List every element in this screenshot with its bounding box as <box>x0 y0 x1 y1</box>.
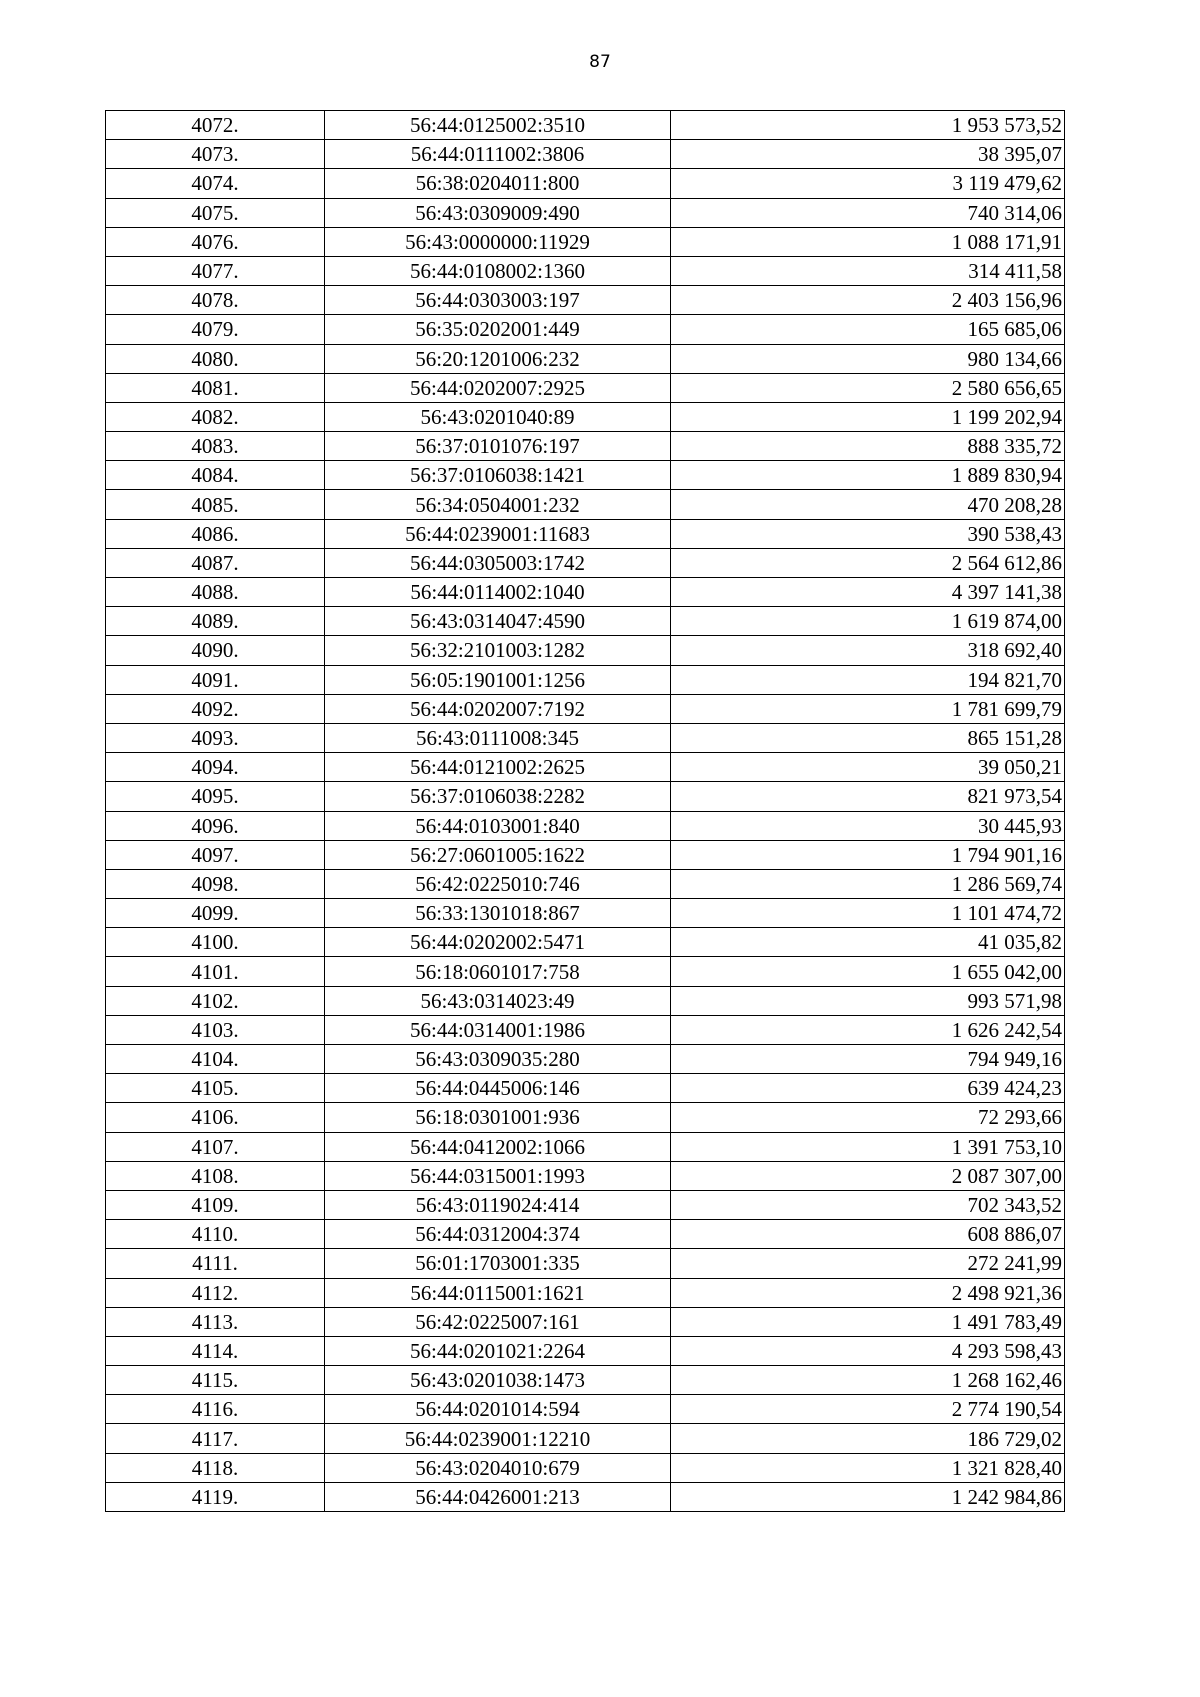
cadastral-number-cell: 56:32:2101003:1282 <box>325 636 671 665</box>
cadastral-value-cell: 1 953 573,52 <box>671 111 1065 140</box>
cadastral-value-cell: 2 087 307,00 <box>671 1161 1065 1190</box>
table-row <box>106 1190 1065 1219</box>
table-row <box>106 1366 1065 1395</box>
row-number-cell: 4094. <box>106 753 325 782</box>
cadastral-number-cell: 56:43:0204010:679 <box>325 1453 671 1482</box>
table-row <box>106 548 1065 577</box>
table-row <box>106 986 1065 1015</box>
cadastral-value-cell: 2 498 921,36 <box>671 1278 1065 1307</box>
cadastral-value-cell: 1 286 569,74 <box>671 869 1065 898</box>
cadastral-value-cell: 702 343,52 <box>671 1190 1065 1219</box>
cadastral-value-cell: 390 538,43 <box>671 519 1065 548</box>
cadastral-number-cell: 56:18:0601017:758 <box>325 957 671 986</box>
table-row <box>106 840 1065 869</box>
cadastral-value-cell: 1 794 901,16 <box>671 840 1065 869</box>
cadastral-number-cell: 56:34:0504001:232 <box>325 490 671 519</box>
cadastral-value-cell: 1 391 753,10 <box>671 1132 1065 1161</box>
page-number: 87 <box>589 52 611 72</box>
row-number-cell: 4090. <box>106 636 325 665</box>
cadastral-number-cell: 56:43:0000000:11929 <box>325 227 671 256</box>
row-number-cell: 4119. <box>106 1482 325 1511</box>
cadastral-number-cell: 56:44:0312004:374 <box>325 1220 671 1249</box>
table-row <box>106 519 1065 548</box>
row-number-cell: 4093. <box>106 723 325 752</box>
table-row <box>106 1161 1065 1190</box>
table-row <box>106 694 1065 723</box>
row-number-cell: 4106. <box>106 1103 325 1132</box>
cadastral-value-cell: 2 580 656,65 <box>671 373 1065 402</box>
row-number-cell: 4098. <box>106 869 325 898</box>
cadastral-number-cell: 56:43:0119024:414 <box>325 1190 671 1219</box>
cadastral-value-cell: 30 445,93 <box>671 811 1065 840</box>
row-number-cell: 4113. <box>106 1307 325 1336</box>
table-row <box>106 1453 1065 1482</box>
cadastral-number-cell: 56:37:0106038:2282 <box>325 782 671 811</box>
table-row <box>106 1045 1065 1074</box>
row-number-cell: 4110. <box>106 1220 325 1249</box>
cadastral-value-cell: 1 199 202,94 <box>671 402 1065 431</box>
row-number-cell: 4105. <box>106 1074 325 1103</box>
cadastral-value-cell: 2 774 190,54 <box>671 1395 1065 1424</box>
table-row <box>106 461 1065 490</box>
cadastral-number-cell: 56:44:0303003:197 <box>325 286 671 315</box>
cadastral-number-cell: 56:44:0108002:1360 <box>325 256 671 285</box>
cadastral-number-cell: 56:44:0103001:840 <box>325 811 671 840</box>
cadastral-value-cell: 72 293,66 <box>671 1103 1065 1132</box>
row-number-cell: 4099. <box>106 899 325 928</box>
table-row <box>106 198 1065 227</box>
row-number-cell: 4073. <box>106 140 325 169</box>
cadastral-number-cell: 56:44:0315001:1993 <box>325 1161 671 1190</box>
cadastral-value-cell: 4 293 598,43 <box>671 1336 1065 1365</box>
cadastral-value-cell: 272 241,99 <box>671 1249 1065 1278</box>
cadastral-number-cell: 56:44:0412002:1066 <box>325 1132 671 1161</box>
cadastral-number-cell: 56:43:0309035:280 <box>325 1045 671 1074</box>
row-number-cell: 4076. <box>106 227 325 256</box>
row-number-cell: 4116. <box>106 1395 325 1424</box>
cadastral-number-cell: 56:05:1901001:1256 <box>325 665 671 694</box>
cadastral-number-cell: 56:44:0239001:12210 <box>325 1424 671 1453</box>
cadastral-value-cell: 980 134,66 <box>671 344 1065 373</box>
cadastral-number-cell: 56:44:0201021:2264 <box>325 1336 671 1365</box>
cadastral-number-cell: 56:27:0601005:1622 <box>325 840 671 869</box>
row-number-cell: 4096. <box>106 811 325 840</box>
row-number-cell: 4077. <box>106 256 325 285</box>
table-row <box>106 286 1065 315</box>
table-row <box>106 869 1065 898</box>
cadastral-value-cell: 1 242 984,86 <box>671 1482 1065 1511</box>
row-number-cell: 4117. <box>106 1424 325 1453</box>
row-number-cell: 4086. <box>106 519 325 548</box>
cadastral-number-cell: 56:44:0239001:11683 <box>325 519 671 548</box>
row-number-cell: 4085. <box>106 490 325 519</box>
cadastral-value-cell: 1 655 042,00 <box>671 957 1065 986</box>
row-number-cell: 4100. <box>106 928 325 957</box>
table-row <box>106 665 1065 694</box>
cadastral-value-cell: 3 119 479,62 <box>671 169 1065 198</box>
row-number-cell: 4084. <box>106 461 325 490</box>
row-number-cell: 4079. <box>106 315 325 344</box>
table-body <box>106 111 1065 1512</box>
cadastral-value-table <box>105 110 1065 1512</box>
cadastral-number-cell: 56:37:0106038:1421 <box>325 461 671 490</box>
table-row <box>106 1015 1065 1044</box>
table-row <box>106 782 1065 811</box>
cadastral-value-cell: 318 692,40 <box>671 636 1065 665</box>
cadastral-number-cell: 56:44:0445006:146 <box>325 1074 671 1103</box>
cadastral-value-cell: 1 321 828,40 <box>671 1453 1065 1482</box>
row-number-cell: 4115. <box>106 1366 325 1395</box>
table-row <box>106 753 1065 782</box>
table-row <box>106 1395 1065 1424</box>
table-row <box>106 227 1065 256</box>
cadastral-number-cell: 56:44:0202007:2925 <box>325 373 671 402</box>
row-number-cell: 4074. <box>106 169 325 198</box>
table-row <box>106 957 1065 986</box>
cadastral-number-cell: 56:44:0125002:3510 <box>325 111 671 140</box>
table-row <box>106 928 1065 957</box>
cadastral-value-cell: 740 314,06 <box>671 198 1065 227</box>
cadastral-value-cell: 1 088 171,91 <box>671 227 1065 256</box>
cadastral-number-cell: 56:44:0202002:5471 <box>325 928 671 957</box>
table-row <box>106 607 1065 636</box>
cadastral-number-cell: 56:43:0309009:490 <box>325 198 671 227</box>
cadastral-number-cell: 56:43:0111008:345 <box>325 723 671 752</box>
cadastral-value-cell: 888 335,72 <box>671 432 1065 461</box>
cadastral-number-cell: 56:44:0115001:1621 <box>325 1278 671 1307</box>
table-row <box>106 1249 1065 1278</box>
table-row <box>106 1424 1065 1453</box>
cadastral-number-cell: 56:01:1703001:335 <box>325 1249 671 1278</box>
row-number-cell: 4108. <box>106 1161 325 1190</box>
cadastral-number-cell: 56:44:0305003:1742 <box>325 548 671 577</box>
row-number-cell: 4080. <box>106 344 325 373</box>
cadastral-value-cell: 314 411,58 <box>671 256 1065 285</box>
cadastral-number-cell: 56:44:0202007:7192 <box>325 694 671 723</box>
row-number-cell: 4101. <box>106 957 325 986</box>
cadastral-number-cell: 56:44:0201014:594 <box>325 1395 671 1424</box>
table-row <box>106 490 1065 519</box>
cadastral-value-cell: 608 886,07 <box>671 1220 1065 1249</box>
table-row <box>106 402 1065 431</box>
cadastral-number-cell: 56:18:0301001:936 <box>325 1103 671 1132</box>
row-number-cell: 4089. <box>106 607 325 636</box>
table-row <box>106 111 1065 140</box>
row-number-cell: 4114. <box>106 1336 325 1365</box>
cadastral-number-cell: 56:44:0314001:1986 <box>325 1015 671 1044</box>
table-row <box>106 636 1065 665</box>
cadastral-value-cell: 1 781 699,79 <box>671 694 1065 723</box>
table-row <box>106 1278 1065 1307</box>
table-row <box>106 1103 1065 1132</box>
cadastral-number-cell: 56:42:0225007:161 <box>325 1307 671 1336</box>
cadastral-value-cell: 1 889 830,94 <box>671 461 1065 490</box>
cadastral-value-cell: 2 403 156,96 <box>671 286 1065 315</box>
row-number-cell: 4083. <box>106 432 325 461</box>
row-number-cell: 4092. <box>106 694 325 723</box>
cadastral-value-cell: 4 397 141,38 <box>671 578 1065 607</box>
row-number-cell: 4102. <box>106 986 325 1015</box>
cadastral-number-cell: 56:43:0201040:89 <box>325 402 671 431</box>
cadastral-value-cell: 1 626 242,54 <box>671 1015 1065 1044</box>
row-number-cell: 4109. <box>106 1190 325 1219</box>
table-row <box>106 140 1065 169</box>
cadastral-value-cell: 39 050,21 <box>671 753 1065 782</box>
row-number-cell: 4078. <box>106 286 325 315</box>
row-number-cell: 4104. <box>106 1045 325 1074</box>
table-row <box>106 1220 1065 1249</box>
row-number-cell: 4088. <box>106 578 325 607</box>
cadastral-number-cell: 56:38:0204011:800 <box>325 169 671 198</box>
table-row <box>106 1482 1065 1511</box>
row-number-cell: 4095. <box>106 782 325 811</box>
cadastral-value-cell: 865 151,28 <box>671 723 1065 752</box>
table-row <box>106 344 1065 373</box>
cadastral-value-cell: 186 729,02 <box>671 1424 1065 1453</box>
row-number-cell: 4118. <box>106 1453 325 1482</box>
cadastral-number-cell: 56:20:1201006:232 <box>325 344 671 373</box>
row-number-cell: 4075. <box>106 198 325 227</box>
table-row <box>106 169 1065 198</box>
cadastral-number-cell: 56:44:0114002:1040 <box>325 578 671 607</box>
table-row <box>106 256 1065 285</box>
cadastral-value-cell: 1 101 474,72 <box>671 899 1065 928</box>
cadastral-value-cell: 194 821,70 <box>671 665 1065 694</box>
cadastral-number-cell: 56:43:0314047:4590 <box>325 607 671 636</box>
cadastral-value-cell: 1 268 162,46 <box>671 1366 1065 1395</box>
table-row <box>106 578 1065 607</box>
cadastral-number-cell: 56:44:0121002:2625 <box>325 753 671 782</box>
table-row <box>106 811 1065 840</box>
table-row <box>106 1074 1065 1103</box>
row-number-cell: 4112. <box>106 1278 325 1307</box>
table-row <box>106 899 1065 928</box>
row-number-cell: 4081. <box>106 373 325 402</box>
row-number-cell: 4091. <box>106 665 325 694</box>
row-number-cell: 4087. <box>106 548 325 577</box>
cadastral-value-cell: 165 685,06 <box>671 315 1065 344</box>
row-number-cell: 4097. <box>106 840 325 869</box>
cadastral-value-cell: 1 619 874,00 <box>671 607 1065 636</box>
table-row <box>106 373 1065 402</box>
cadastral-number-cell: 56:37:0101076:197 <box>325 432 671 461</box>
cadastral-number-cell: 56:35:0202001:449 <box>325 315 671 344</box>
table-row <box>106 1307 1065 1336</box>
row-number-cell: 4111. <box>106 1249 325 1278</box>
table-row <box>106 432 1065 461</box>
cadastral-number-cell: 56:44:0426001:213 <box>325 1482 671 1511</box>
table-row <box>106 315 1065 344</box>
cadastral-value-cell: 794 949,16 <box>671 1045 1065 1074</box>
row-number-cell: 4082. <box>106 402 325 431</box>
cadastral-number-cell: 56:43:0201038:1473 <box>325 1366 671 1395</box>
row-number-cell: 4107. <box>106 1132 325 1161</box>
cadastral-value-cell: 41 035,82 <box>671 928 1065 957</box>
table-row <box>106 723 1065 752</box>
cadastral-value-cell: 821 973,54 <box>671 782 1065 811</box>
cadastral-value-cell: 1 491 783,49 <box>671 1307 1065 1336</box>
table-row <box>106 1336 1065 1365</box>
cadastral-number-cell: 56:44:0111002:3806 <box>325 140 671 169</box>
cadastral-value-cell: 470 208,28 <box>671 490 1065 519</box>
cadastral-value-cell: 2 564 612,86 <box>671 548 1065 577</box>
cadastral-number-cell: 56:42:0225010:746 <box>325 869 671 898</box>
cadastral-number-cell: 56:33:1301018:867 <box>325 899 671 928</box>
cadastral-value-cell: 993 571,98 <box>671 986 1065 1015</box>
cadastral-value-cell: 639 424,23 <box>671 1074 1065 1103</box>
row-number-cell: 4103. <box>106 1015 325 1044</box>
table-row <box>106 1132 1065 1161</box>
cadastral-value-cell: 38 395,07 <box>671 140 1065 169</box>
row-number-cell: 4072. <box>106 111 325 140</box>
cadastral-number-cell: 56:43:0314023:49 <box>325 986 671 1015</box>
